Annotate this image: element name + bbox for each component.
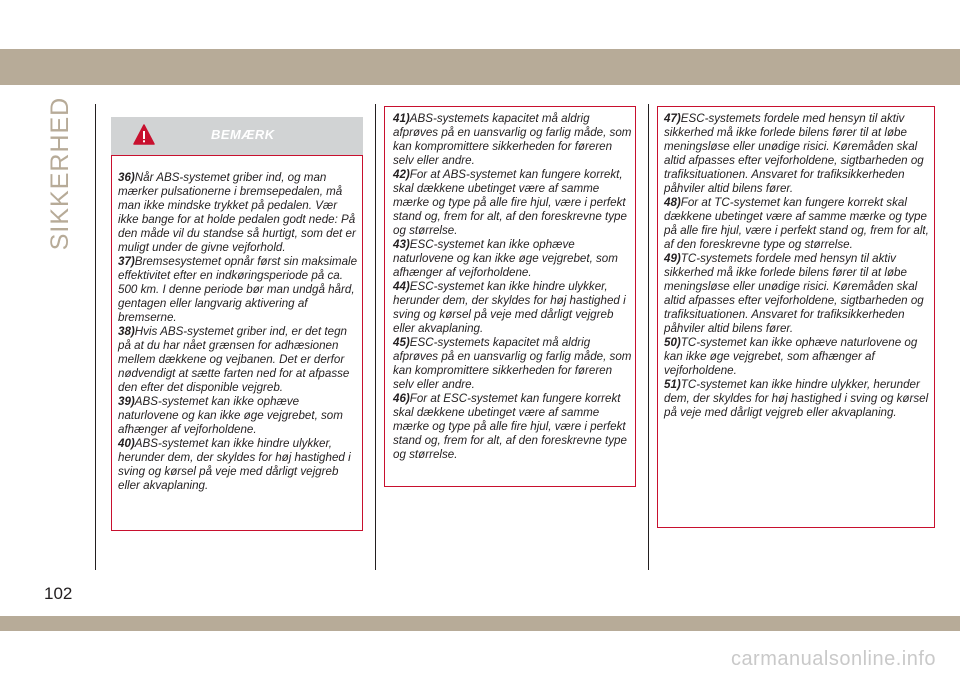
note-text: For at TC-systemet kan fungere korrekt skal dækkene ubetinget være af samme mærke og type på alle fire hjul, være i perfekt stand og, frem for alt, af den foreskrevne type og størrelse. (664, 196, 929, 251)
note-text: Hvis ABS-systemet griber ind, er det tegn på at du har nået grænsen for adhæsionen mellem dækkene og vejbanen. Det er derfor nødvendigt at sætte farten ned for at afpasse den efter det disponible vejgreb. (118, 325, 350, 394)
note-item (118, 325, 360, 395)
warning-icon (133, 124, 155, 146)
note-number: 50) (664, 336, 681, 349)
bottom-band (0, 616, 960, 631)
note-text: TC-systemets fordele med hensyn til aktiv sikkerhed må ikke forlede bilens fører til at løbe meningsløse eller unødige risici. Køremåden skal altid afpasses efter vejforholdene, sigtbarheden og trafiksituationen. Ansvaret for trafiksikkerheden påhviler altid bilens fører. (664, 252, 924, 335)
note-item (393, 280, 633, 336)
note-item (118, 255, 360, 325)
note-number: 39) (118, 395, 135, 408)
notes-column-2 (393, 112, 633, 462)
note-number: 49) (664, 252, 681, 265)
note-text: ABS-systemet kan ikke ophæve naturlovene og kan ikke øge vejgrebet, som afhænger af vejforholdene. (118, 395, 343, 436)
column-divider (648, 104, 649, 570)
top-band (0, 49, 960, 85)
note-number: 37) (118, 255, 135, 268)
note-item (393, 238, 633, 280)
note-text: ESC-systemet kan ikke ophæve naturlovene og kan ikke øge vejgrebet, som afhænger af vejforholdene. (393, 238, 618, 279)
section-title (44, 96, 78, 250)
note-number: 51) (664, 378, 681, 391)
note-text: Bremsesystemet opnår først sin maksimale effektivitet efter en indkøringsperiode på ca. 500 km. I denne periode bør man undgå hård, gentagen eller langvarig aktivering af bremserne. (118, 255, 358, 324)
note-number: 47) (664, 112, 681, 125)
note-item (664, 378, 932, 420)
note-item (664, 336, 932, 378)
note-number: 46) (393, 392, 410, 405)
note-number: 36) (118, 171, 135, 184)
note-item (393, 392, 633, 462)
note-number: 42) (393, 168, 410, 181)
notes-column-1 (118, 171, 360, 493)
note-number: 45) (393, 336, 410, 349)
note-number: 40) (118, 437, 135, 450)
note-number: 41) (393, 112, 410, 125)
note-number: 44) (393, 280, 410, 293)
note-item (393, 112, 633, 168)
warning-label: BEMÆRK (211, 127, 275, 142)
column-divider (375, 104, 376, 570)
note-text: ABS-systemet kan ikke hindre ulykker, herunder dem, der skyldes for høj hastighed i sving og kørsel på veje med dårligt vejgreb eller akvaplaning. (118, 437, 351, 492)
note-item (393, 336, 633, 392)
watermark: carmanualsonline.info (730, 648, 936, 670)
warning-header (111, 117, 363, 155)
page-number: 102 (44, 584, 73, 603)
note-text: For at ABS-systemet kan fungere korrekt, skal dækkene ubetinget være af samme mærke og type på alle fire hjul, være i perfekt stand og, frem for alt, af den foreskrevne type og størrelse. (393, 168, 627, 237)
section-divider (95, 104, 96, 570)
note-text: ESC-systemets kapacitet må aldrig afprøves på en uansvarlig og farlig måde, som kan kompromittere sikkerheden for føreren selv eller andre. (393, 336, 632, 391)
note-number: 48) (664, 196, 681, 209)
note-item (664, 196, 932, 252)
note-item (664, 112, 932, 196)
note-item (393, 168, 633, 238)
note-item (118, 395, 360, 437)
section-title-text: SIKKERHED (46, 96, 75, 250)
note-text: TC-systemet kan ikke hindre ulykker, herunder dem, der skyldes for høj hastighed i sving og kørsel på veje med dårligt vejgreb eller akvaplaning. (664, 378, 929, 419)
notes-column-3 (664, 112, 932, 420)
top-margin (0, 0, 960, 49)
note-text: TC-systemet kan ikke ophæve naturlovene og kan ikke øge vejgrebet, som afhænger af vejforholdene. (664, 336, 918, 377)
note-item (118, 171, 360, 255)
note-text: ESC-systemets fordele med hensyn til aktiv sikkerhed må ikke forlede bilens fører til at løbe meningsløse eller unødige risici. Køremåden skal altid afpasses efter vejforholdene, sigtbarheden og trafiksituationen. Ansvaret for trafiksikkerheden påhviler altid bilens fører. (664, 112, 924, 195)
note-item (664, 252, 932, 336)
note-number: 38) (118, 325, 135, 338)
note-text: ABS-systemets kapacitet må aldrig afprøves på en uansvarlig og farlig måde, som kan kompromittere sikkerheden for føreren selv eller andre. (393, 112, 632, 167)
note-text: Når ABS-systemet griber ind, og man mærker pulsationerne i bremsepedalen, må man ikke mindske trykket på pedalen. Vær ikke bange for at holde pedalen godt nede: På den måde vil du standse så hurtigt, som det er muligt under de givne vejforhold. (118, 171, 356, 254)
note-item (118, 437, 360, 493)
note-text: ESC-systemet kan ikke hindre ulykker, herunder dem, der skyldes for høj hastighed i sving og kørsel på veje med dårligt vejgreb eller akvaplaning. (393, 280, 626, 335)
note-text: For at ESC-systemet kan fungere korrekt skal dækkene ubetinget være af samme mærke og type på alle fire hjul, være i perfekt stand og, frem for alt, af den foreskrevne type og størrelse. (393, 392, 627, 461)
note-number: 43) (393, 238, 410, 251)
